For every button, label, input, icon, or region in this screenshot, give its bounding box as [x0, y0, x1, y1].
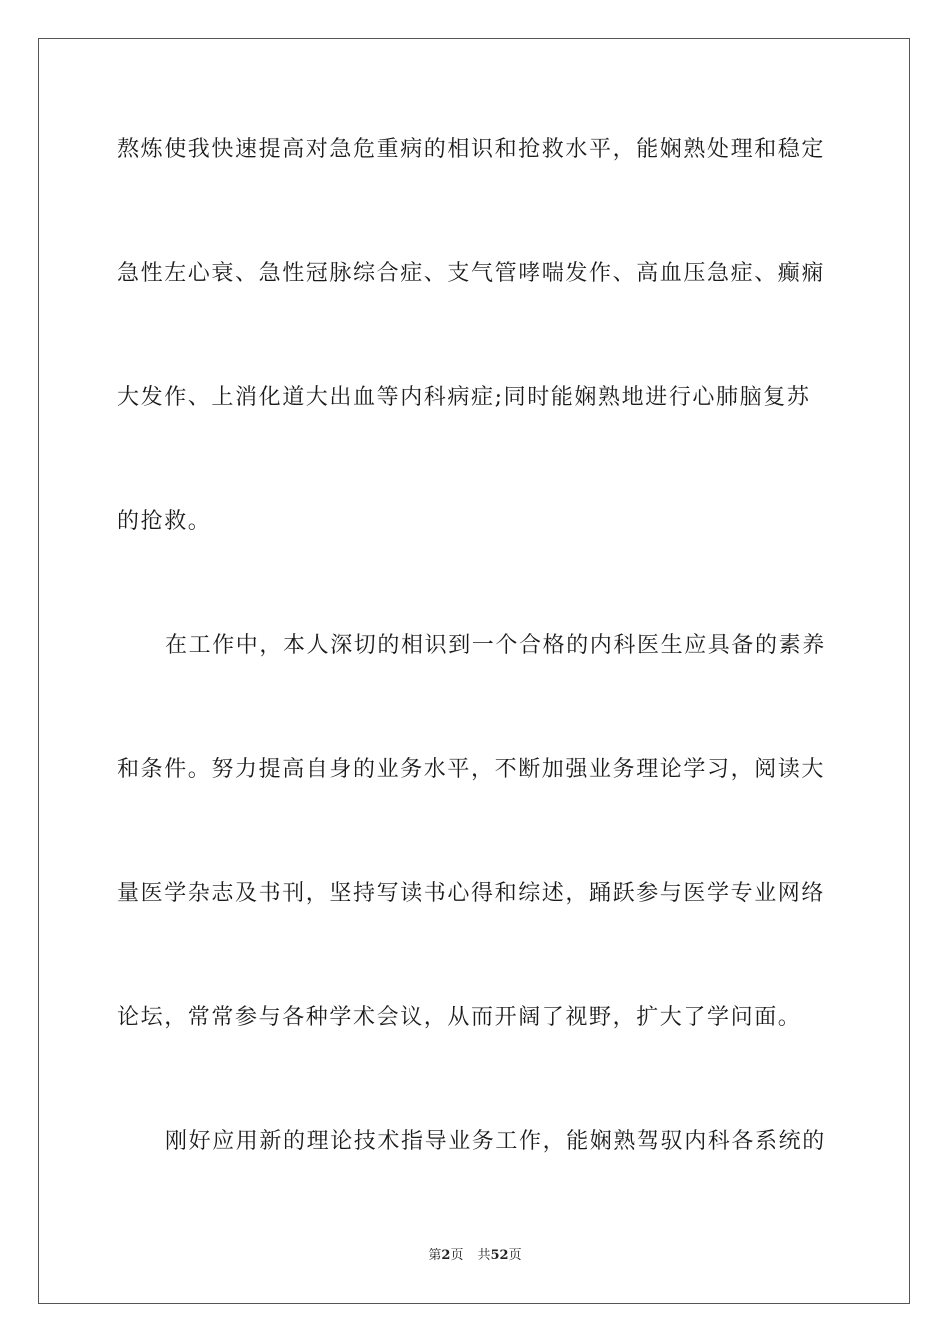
footer-page-number: 2: [441, 1248, 451, 1263]
text-line: 的抢救。: [117, 509, 212, 534]
text-line: 在工作中，本人深切的相识到一个合格的内科医生应具备的素养: [165, 633, 826, 658]
text-line: 大发作、上消化道大出血等内科病症;同时能娴熟地进行心肺脑复苏: [117, 385, 811, 410]
page-footer: [0, 1247, 950, 1265]
text-line: 和条件。努力提高自身的业务水平，不断加强业务理论学习，阅读大: [117, 757, 826, 782]
text-line: 刚好应用新的理论技术指导业务工作，能娴熟驾驭内科各系统的: [165, 1129, 826, 1154]
footer-total-suffix: 页: [508, 1248, 522, 1263]
text-line: 论坛，常常参与各种学术会议，从而开阔了视野，扩大了学问面。: [117, 1005, 802, 1030]
footer-total-pages: 52: [490, 1248, 509, 1263]
text-line: 熬炼使我快速提高对急危重病的相识和抢救水平，能娴熟处理和稳定: [117, 137, 826, 162]
footer-page-suffix: 页: [450, 1248, 464, 1263]
text-line: 急性左心衰、急性冠脉综合症、支气管哮喘发作、高血压急症、癫痫: [117, 261, 826, 286]
text-line: 量医学杂志及书刊，坚持写读书心得和综述，踊跃参与医学专业网络: [117, 881, 826, 906]
footer-page-prefix: 第: [428, 1248, 442, 1263]
footer-total-prefix: 共: [477, 1248, 491, 1263]
page-border: [38, 38, 910, 1304]
